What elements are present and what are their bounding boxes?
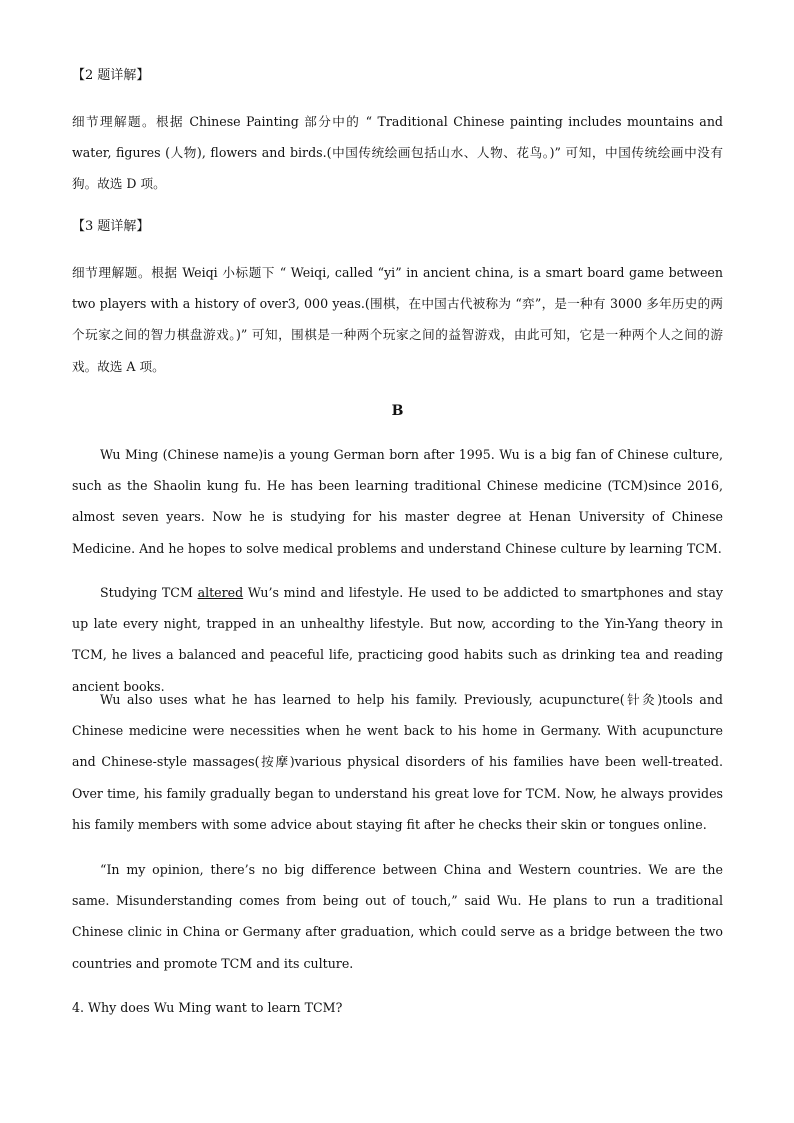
passage-title: B xyxy=(391,403,404,419)
section-2-heading: 【2 题详解】 xyxy=(72,68,150,83)
section-3-heading: 【3 题详解】 xyxy=(72,219,150,234)
paragraph-2-rest: Wu’s mind and lifestyle. He used to be addicted to smartphones and stay up late every night, trapped in an unhealthy lifestyle. But now, according to the Yin-Yang theory in TCM, he lives a balanced and peaceful life, practicing good habits such as drinking tea and reading ancient books. xyxy=(72,585,723,694)
underlined-word-altered: altered xyxy=(197,585,244,600)
question-4: 4. Why does Wu Ming want to learn TCM? xyxy=(72,1000,343,1015)
paragraph-2-lead: Studying TCM xyxy=(100,585,198,600)
passage-paragraph-1: Wu Ming (Chinese name)is a young German born after 1995. Wu is a big fan of Chinese culture, such as the Shaolin kung fu. He has been learning traditional Chinese medicine (TCM)since 2016, almost seven years. Now he is studying for his master degree at Henan University of Chinese Medicine. And he hopes to solve medical problems and understand Chinese culture by learning TCM. xyxy=(72,447,723,556)
passage-paragraph-3: Wu also uses what he has learned to help his family. Previously, acupuncture(针灸)tools and Chinese medicine were necessities when he went back to his home in Germany. With acupuncture and Chinese-style massages(按摩)various physical disorders of his families have been well-treated. Over time, his family gradually began to understand his great love for TCM. Now, he always provides his family members with some advice about staying fit after he checks their skin or tongues online. xyxy=(72,692,723,832)
section-3-explanation: 细节理解题。根据 Weiqi 小标题下 “ Weiqi, called “yi” in ancient china, is a smart board game between two players with a history of over3, 000 yeas.(围棋，在中国古代被称为 “弈”，是一种有 3000 多年历史的两个玩家之间的智力棋盘游戏。)” 可知，围棋是一种两个玩家之间的益智游戏，由此可知，它是一种两个人之间的游戏。故选 A 项。 xyxy=(72,265,723,374)
passage-paragraph-4: “In my opinion, there’s no big difference between China and Western countries. We are the same. Misunderstanding comes from being out of touch,” said Wu. He plans to run a traditional Chinese clinic in China or Germany after graduation, which could serve as a bridge between the two countries and promote TCM and its culture. xyxy=(72,862,723,971)
section-2-explanation: 细节理解题。根据 Chinese Painting 部分中的 “ Traditional Chinese painting includes mountains and water, figures (人物), flowers and birds.(中国传统绘画包括山水、人物、花鸟。)” 可知，中国传统绘画中没有狗。故选 D 项。 xyxy=(72,114,723,192)
